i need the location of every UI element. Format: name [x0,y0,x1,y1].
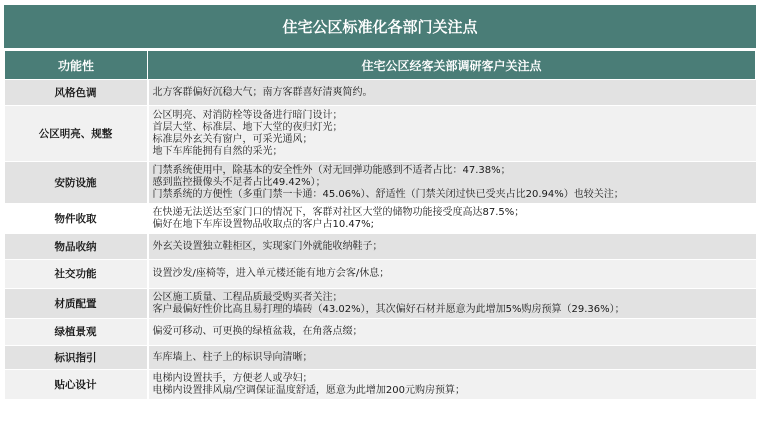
attention-table-container [4,5,756,400]
page-title: 住宅公区标准化各部门关注点 [4,5,756,50]
row-category: 绿植景观 [5,319,148,346]
description-line: 门禁系统使用中，除基本的安全性外（对无回弹功能感到不适者占比：47.38%； [152,164,511,176]
description-line: 电梯内设置排风扇/空调保证温度舒适，愿意为此增加200元购房预算； [152,384,465,396]
table-row [5,346,756,370]
description-line: 设置沙发/座椅等，进入单元楼还能有地方会客/休息； [152,268,390,279]
row-category: 物件收取 [5,204,148,234]
row-description [148,260,756,289]
attention-table [4,50,756,400]
row-description [148,289,756,319]
row-description [148,234,756,260]
description-line: 北方客群偏好沉稳大气；南方客群喜好清爽简约。 [152,86,373,98]
row-category: 安防设施 [5,162,148,204]
description-line: 偏好在地下车库设置物品收取点的客户占10.47%; [152,218,374,230]
description-line: 地下车库能拥有自然的采光； [152,145,283,157]
table-row [5,80,756,106]
row-category: 社交功能 [5,260,148,289]
row-description [148,204,756,234]
row-category: 风格色调 [5,80,148,106]
row-category: 贴心设计 [5,370,148,400]
header-function: 功能性 [5,51,148,80]
table-row [5,260,756,289]
description-line: 在快递无法送达至家门口的情况下，客群对社区大堂的储物功能接受度高达87.5%； [152,206,525,218]
table-row [5,370,756,400]
table-row [5,234,756,260]
table-row [5,319,756,346]
table-row [5,106,756,162]
row-description [148,346,756,370]
row-category: 公区明亮、规整 [5,106,148,162]
description-line: 电梯内设置扶手，方便老人或孕妇； [152,372,313,384]
description-line: 门禁系统的方便性（多重门禁一卡通：45.06%）、舒适性（门禁关闭过快已受夹占比20.94%）也较关注； [152,188,624,200]
row-category: 材质配置 [5,289,148,319]
table-row [5,162,756,204]
table-row [5,289,756,319]
description-line: 标准层外玄关有窗户，可采光通风； [152,133,313,145]
row-description [148,80,756,106]
row-description [148,162,756,204]
row-description [148,106,756,162]
table-row [5,204,756,234]
description-line: 首层大堂、标准层、地下大堂的夜归灯光； [152,121,343,133]
row-description [148,370,756,400]
description-line: 车库墙上、柱子上的标识导向清晰； [152,351,313,363]
description-line: 客户最偏好性价比高且易打理的墙砖（43.02%），其次偏好石材并愿意为此增加5%购房预算（29.36%）； [152,303,625,315]
description-line: 公区明亮、对消防栓等设备进行暗门设计； [152,109,343,121]
description-line: 外玄关设置独立鞋柜区，实现家门外就能收纳鞋子； [152,240,383,252]
description-line: 偏爱可移动、可更换的绿植盆栽，在角落点缀； [152,326,363,337]
row-category: 物品收纳 [5,234,148,260]
row-category: 标识指引 [5,346,148,370]
table-header-row [5,51,756,80]
description-line: 感到监控摄像头不足者占比49.42%）； [152,176,326,188]
description-line: 公区施工质量、工程品质最受购买者关注； [152,291,343,303]
header-concerns: 住宅公区经客关部调研客户关注点 [148,51,756,80]
row-description [148,319,756,346]
